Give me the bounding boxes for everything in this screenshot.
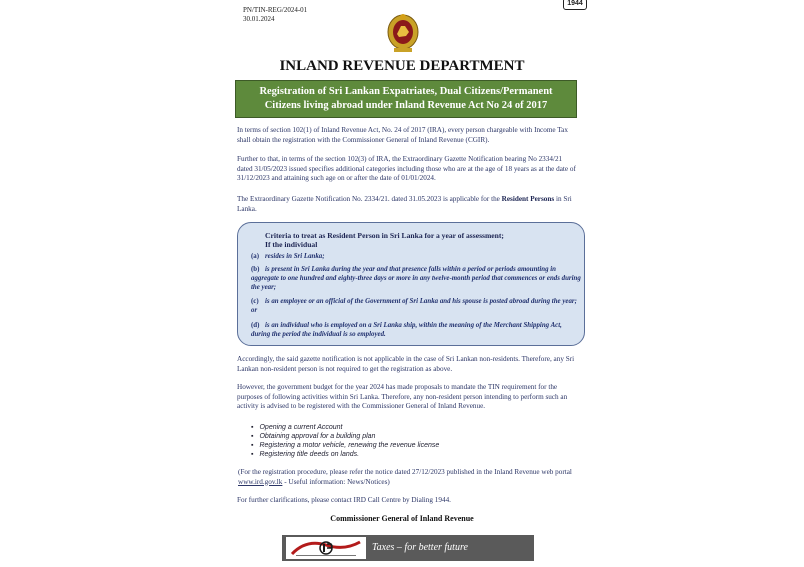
criteria-item <box>251 252 581 261</box>
paragraph-section-102-3: Further to that, in terms of the section 102(3) of IRA, the Extraordinary Gazette Notification bearing No 2334/21 dated 31/05/2023 issued specifies additional categories including those who are at the age of 18 years as at the date of 31/12/2023 and attaining such age on or after the date of 01/01/2024. <box>237 155 576 183</box>
list-item: ▪ Opening a current Account <box>251 423 571 432</box>
criteria-item <box>251 297 581 315</box>
procedure-text-end: - Useful information: News/Notices) <box>282 477 390 486</box>
criteria-item-text: resides in Sri Lanka; <box>265 253 325 260</box>
sri-lanka-emblem-icon <box>385 12 421 54</box>
criteria-item-text: is an employee or an official of the Government of Sri Lanka and his spouse is posted abroad during the year; or <box>251 298 577 314</box>
ird-logo-icon <box>286 537 366 559</box>
reference-date: 30.01.2024 <box>243 15 275 23</box>
reference-block <box>243 6 307 24</box>
paragraph-budget-2024: However, the government budget for the year 2024 has made proposals to mandate the TIN requirement for the purposes of following activities within Sri Lanka. Therefore, any non-resident person intending to perform such an activity is advised to be registered with the Commissioner General of Inland Revenue. <box>237 383 568 411</box>
banner-line-2: Citizens living abroad under Inland Revenue Act No 24 of 2017 <box>264 100 548 111</box>
criteria-item-tag: (b) <box>251 266 260 273</box>
page-title: INLAND REVENUE DEPARTMENT <box>279 58 525 74</box>
criteria-item <box>251 321 581 339</box>
ird-portal-link[interactable]: www.ird.gov.lk <box>238 477 283 486</box>
criteria-title-line-1: Criteria to treat as Resident Person in Sri Lanka for a year of assessment; <box>265 231 504 240</box>
gazette-text-end: in Sri Lanka. <box>237 195 572 213</box>
activities-list <box>251 423 571 459</box>
resident-persons-text: Resident Persons <box>501 195 555 203</box>
criteria-item-tag: (d) <box>251 322 260 329</box>
gazette-text: The Extraordinary Gazette Notification No. 2334/21. dated 31.05.2023 is applicable for the <box>237 195 502 203</box>
criteria-item-tag: (c) <box>251 298 259 305</box>
paragraph-registration-procedure <box>238 468 578 487</box>
list-item: ▪ Obtaining approval for a building plan <box>251 432 571 441</box>
criteria-item <box>251 265 581 292</box>
criteria-title <box>265 231 565 249</box>
list-item: ▪ Registering a motor vehicle, renewing the revenue license <box>251 441 571 450</box>
criteria-item-text: is present in Sri Lanka during the year and that presence falls within a period or periods amounting in aggregate to one hundred and eighty-three days or more in any twelve-month period that commences or ends during the year; <box>251 266 581 291</box>
paragraph-section-102-1: In terms of section 102(1) of Inland Revenue Act, No. 24 of 2017 (IRA), every person chargeable with Income Tax shall obtain the registration with the Commissioner General of Inland Revenue (CGIR). <box>237 126 568 144</box>
banner-line-1: Registration of Sri Lankan Expatriates, Dual Citizens/Permanent <box>259 86 553 97</box>
criteria-title-line-2: If the individual <box>265 240 318 249</box>
signature: Commissioner General of Inland Revenue <box>330 514 474 523</box>
procedure-text: (For the registration procedure, please refer the notice dated 27/12/2023 published in the Inland Revenue web portal <box>238 468 572 476</box>
paragraph-call-centre: For further clarifications, please contact IRD Call Centre by Dialing 1944. <box>237 496 451 504</box>
reference-number: PN/TIN-REG/2024-01 <box>243 6 308 14</box>
criteria-item-tag: (a) <box>251 253 260 260</box>
call-centre-badge: 1944 <box>563 0 587 10</box>
footer-tagline: Taxes – for better future <box>372 542 468 553</box>
list-item: ▪ Registering title deeds on lands. <box>251 450 571 459</box>
paragraph-non-residents: Accordingly, the said gazette notification is not applicable in the case of Sri Lankan non-residents. Therefore, any Sri Lankan non-resident person is not required to get the registration as above. <box>237 355 575 373</box>
paragraph-gazette-applicability <box>237 195 577 214</box>
notice-banner <box>235 80 577 118</box>
criteria-item-text: is an individual who is employed on a Sri Lanka ship, within the meaning of the Merchant Shipping Act, during the period the individual is so employed. <box>251 322 562 338</box>
